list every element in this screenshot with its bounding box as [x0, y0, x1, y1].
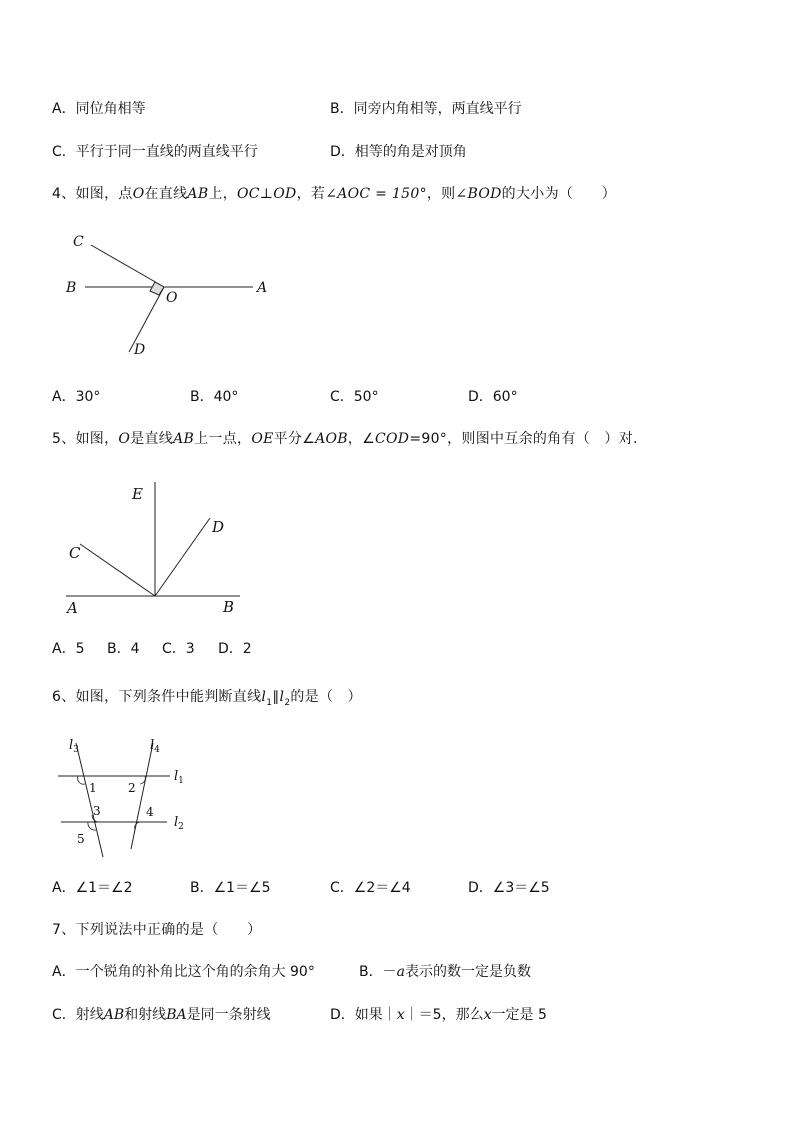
label-c: C	[69, 544, 81, 562]
q3-option-c: C．平行于同一直线的两直线平行	[52, 144, 258, 160]
q4-option-c: C．50°	[330, 389, 379, 405]
q6-option-c: C．∠2＝∠4	[330, 880, 411, 896]
q5-option-a: A．5	[52, 641, 85, 657]
label-angle-2: 2	[128, 781, 136, 795]
q4-option-a: A．30°	[52, 389, 101, 405]
q4-option-d: D．60°	[468, 389, 518, 405]
ray-oc	[80, 544, 155, 596]
label-angle-3: 3	[93, 804, 101, 818]
q5-figure	[60, 478, 260, 618]
label-a: A	[67, 599, 78, 617]
q6-figure	[55, 735, 205, 865]
label-l3: $l_3$	[69, 738, 79, 755]
q6-option-b: B．∠1＝∠5	[190, 880, 271, 896]
q3-option-b: B．同旁内角相等，两直线平行	[330, 101, 522, 117]
label-b: B	[66, 280, 77, 296]
q7-option-c: C．射线AB和射线BA是同一条射线	[52, 1007, 271, 1023]
label-l2: $l_2$	[174, 815, 184, 832]
q6-option-d: D．∠3＝∠5	[468, 880, 550, 896]
q7-option-b: B．－a表示的数一定是负数	[359, 964, 531, 980]
q5-stem: 5、如图，O是直线AB上一点，OE平分∠AOB，∠COD=90°，则图中互余的角有（ ）对.	[52, 431, 638, 447]
label-b: B	[223, 598, 235, 616]
label-l4: $l_4$	[150, 738, 160, 755]
q5-option-b: B．4	[107, 641, 140, 657]
label-a: A	[257, 280, 268, 296]
label-angle-4: 4	[146, 805, 154, 819]
label-l1: $l_1$	[174, 769, 184, 786]
q4-stem: 4、如图，点O在直线AB上，OC⊥OD，若∠AOC = 150°，则∠BOD的大小为（ ）	[52, 186, 617, 202]
right-angle-mark	[150, 282, 164, 295]
label-o: O	[166, 290, 178, 306]
q4-figure	[60, 228, 280, 358]
label-d: D	[212, 518, 225, 536]
q5-option-c: C．3	[162, 641, 195, 657]
label-c: C	[73, 234, 84, 250]
q7-option-a: A．一个锐角的补角比这个角的余角大 90°	[52, 964, 315, 980]
q7-option-d: D．如果｜x｜＝5，那么x一定是 5	[330, 1007, 547, 1023]
q3-option-d: D．相等的角是对顶角	[330, 144, 467, 160]
q6-option-a: A．∠1＝∠2	[52, 880, 133, 896]
q5-option-d: D．2	[218, 641, 252, 657]
label-e: E	[132, 485, 143, 503]
label-d: D	[134, 342, 146, 358]
q4-option-b: B．40°	[190, 389, 239, 405]
ray-od	[155, 518, 210, 596]
q3-option-a: A．同位角相等	[52, 101, 146, 117]
q6-stem: 6、如图，下列条件中能判断直线$l_1\parallel l_2$的是（ ）	[52, 689, 362, 708]
q7-stem: 7、下列说法中正确的是（ ）	[52, 922, 262, 938]
ray-oc	[91, 245, 164, 287]
label-angle-5: 5	[77, 832, 85, 846]
line-l4	[131, 743, 153, 849]
label-angle-1: 1	[89, 781, 97, 795]
